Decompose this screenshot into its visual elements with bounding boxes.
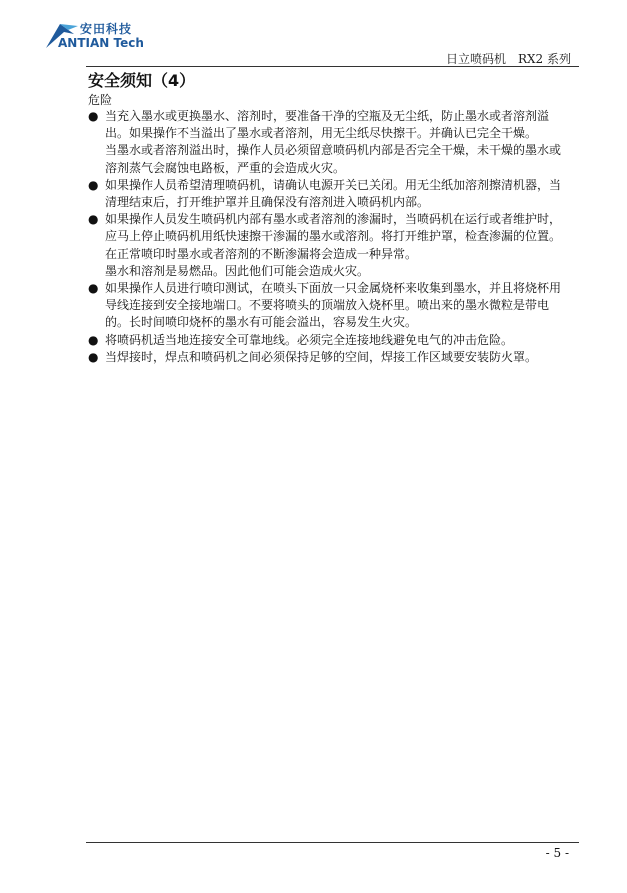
company-logo (44, 18, 154, 52)
bullet-icon: ● (88, 109, 99, 123)
safety-item-text: 如果操作人员发生喷码机内部有墨水或者溶剂的渗漏时，当喷码机在运行或者维护时，应马上停止喷码机用纸快速擦干渗漏的墨水或溶剂。将打开维护罩，检查渗漏的位置。 (105, 212, 562, 244)
page-number: - 5 - (545, 846, 569, 860)
section-subtitle: 危险 (88, 93, 113, 107)
safety-item (88, 280, 570, 332)
document-header-title: 日立喷码机 RX2 系列 (445, 52, 571, 66)
safety-item-text: 墨水和溶剂是易燃品。因此他们可能会造成火灾。 (105, 263, 370, 278)
bullet-icon: ● (88, 349, 99, 364)
bullet-icon: ● (88, 332, 99, 347)
safety-item-text: 将喷码机适当地连接安全可靠地线。必须完全连接地线避免电气的冲击危险。 (105, 332, 514, 347)
safety-item (88, 108, 570, 177)
safety-list (88, 108, 570, 366)
bullet-icon: ● (88, 281, 99, 296)
header-divider (86, 66, 579, 67)
safety-item-text: 如果操作人员希望清理喷码机，请确认电源开关已关闭。用无尘纸加溶剂擦清机器，当清理结束后，打开维护罩并且确保没有溶剂进入喷码机内部。 (105, 177, 562, 210)
safety-item-text: 当焊接时，焊点和喷码机之间必须保持足够的空间，焊接工作区域要安装防火罩。 (105, 349, 538, 364)
footer-divider (86, 842, 579, 843)
safety-item-text: 当充入墨水或更换墨水、溶剂时，要准备干净的空瓶及无尘纸，防止墨水或者溶剂溢出。如果操作不当溢出了墨水或者溶剂，用无尘纸尽快擦干。并确认已完全干燥。 (105, 109, 550, 141)
safety-item (88, 332, 570, 349)
logo-english-name: ANTIAN Tech (58, 36, 144, 50)
safety-item (88, 211, 570, 280)
safety-item-text: 当墨水或者溶剂溢出时，操作人员必须留意喷码机内部是否完全干燥，未干燥的墨水或溶剂蒸气会腐蚀电路板，严重的会造成火灾。 (105, 143, 562, 175)
logo-chinese-name: 安田科技 (80, 22, 133, 36)
safety-item (88, 349, 570, 366)
safety-item (88, 177, 570, 211)
section-title: 安全须知（4） (88, 71, 196, 90)
bullet-icon: ● (88, 177, 99, 192)
bullet-icon: ● (88, 212, 99, 227)
safety-item-text: 如果操作人员进行喷印测试，在喷头下面放一只金属烧杯来收集到墨水，并且将烧杯用导线连接到安全接地端口。不要将喷头的顶端放入烧杯里。喷出来的墨水微粒是带电的。长时间喷印烧杯的墨水有可能会溢出，容易发生火灾。 (105, 281, 562, 330)
safety-item-text: 在正常喷印时墨水或者溶剂的不断渗漏将会造成一种异常。 (105, 246, 418, 261)
